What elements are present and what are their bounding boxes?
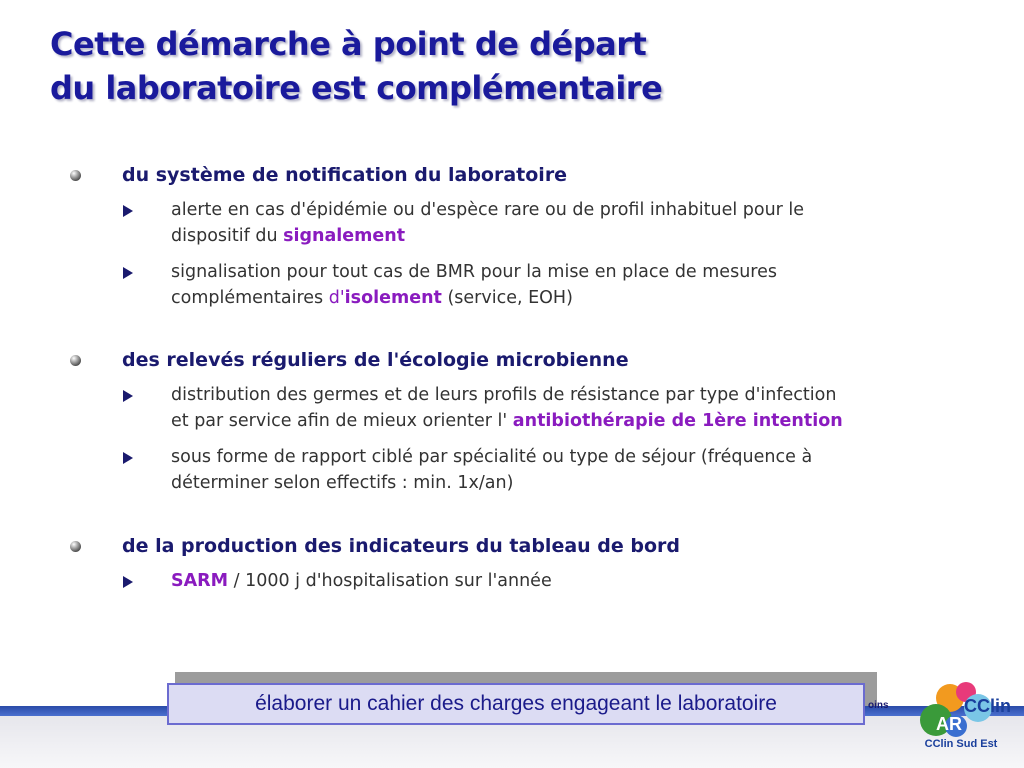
logo-caption: CClin Sud Est (924, 738, 998, 750)
sub-bullet: signalisation pour tout cas de BMR pour la mise en place de mesures complémentaires d'isolement (service, EOH) (171, 259, 971, 311)
logo-ar-text: AR (936, 714, 962, 734)
triangle-bullet-icon (123, 390, 133, 402)
bullet-ball-icon (70, 541, 81, 552)
cclin-logo (906, 668, 1016, 766)
section-heading: du système de notification du laboratoire (122, 162, 567, 188)
callout-box: élaborer un cahier des charges engageant le laboratoire (167, 683, 865, 725)
section-heading: des relevés réguliers de l'écologie microbienne (122, 347, 629, 373)
section-heading: de la production des indicateurs du tableau de bord (122, 533, 680, 559)
slide-title (50, 22, 662, 110)
triangle-bullet-icon (123, 452, 133, 464)
bullet-ball-icon (70, 170, 81, 181)
title-line-1: Cette démarche à point de départ (50, 25, 647, 63)
highlight-antibiotherapie: antibiothérapie de 1ère intention (512, 411, 843, 431)
sub-bullet: alerte en cas d'épidémie ou d'espèce rare ou de profil inhabituel pour le dispositif du signalement (171, 197, 971, 249)
sub-bullet: distribution des germes et de leurs profils de résistance par type d'infection et par service afin de mieux orienter l' antibiothérapie de 1ère intention (171, 382, 971, 434)
highlight-sarm: SARM (171, 571, 229, 591)
bullet-ball-icon (70, 355, 81, 366)
title-line-2: du laboratoire est complémentaire (50, 69, 663, 107)
highlight-signalement: signalement (283, 226, 406, 246)
highlight-isolement: isolement (344, 288, 442, 308)
triangle-bullet-icon (123, 205, 133, 217)
logo-cclin-text: CClin (964, 696, 1011, 716)
triangle-bullet-icon (123, 576, 133, 588)
footer-text-fragment: oins (868, 700, 889, 711)
triangle-bullet-icon (123, 267, 133, 279)
sub-bullet: SARM / 1000 j d'hospitalisation sur l'année (171, 568, 971, 594)
sub-bullet: sous forme de rapport ciblé par spécialité ou type de séjour (fréquence à déterminer selon effectifs : min. 1x/an) (171, 444, 971, 496)
